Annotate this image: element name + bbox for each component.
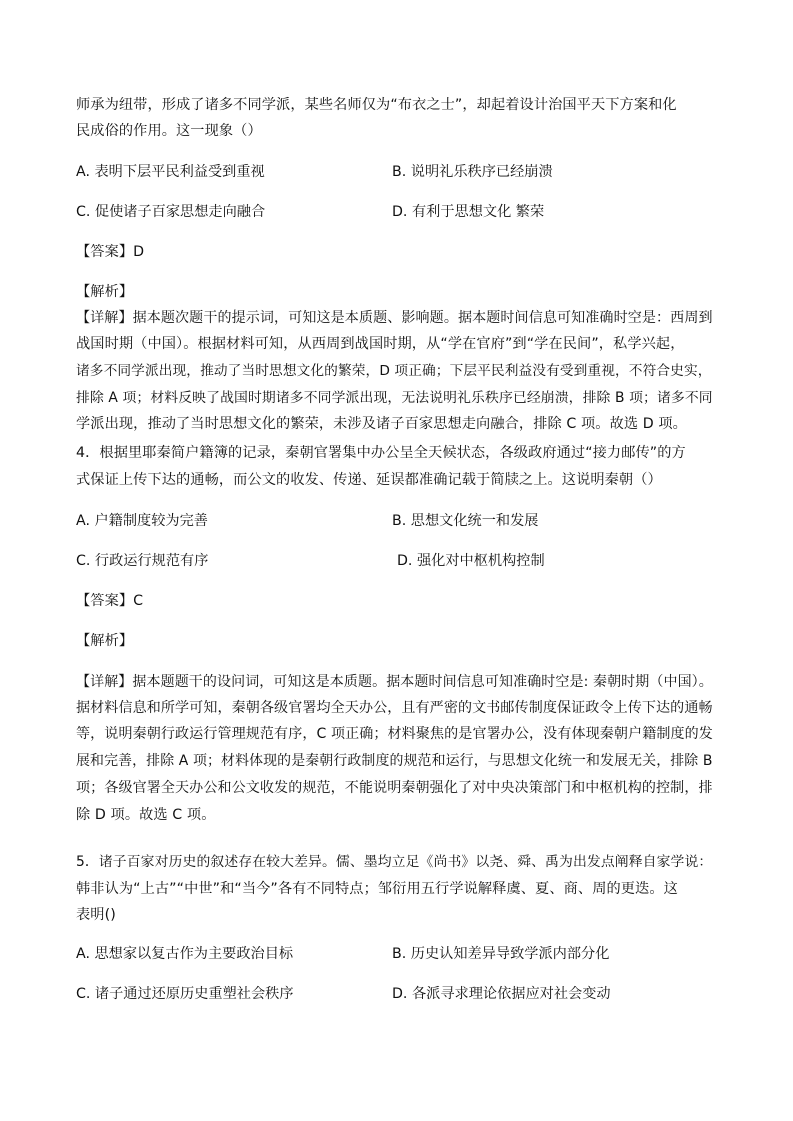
q4-option-d: D. 强化对中枢机构控制 xyxy=(397,553,545,569)
q3-stem-line-2: 民成俗的作用。这一现象（） xyxy=(76,123,262,139)
q4-detail-line-1: 【详解】据本题题干的设问词，可知这是本质题。据本题时间信息可知准确时空是: 秦朝时期（中国）。 xyxy=(76,674,713,690)
q3-detail-line-4: 排除 A 项；材料反映了战国时期诸多不同学派出现，无法说明礼乐秩序已经崩溃，排除 B 项；诸多不同 xyxy=(76,390,713,406)
q4-stem-line-2: 式保证上传下达的通畅，而公文的收发、传递、延误都准确记载于简牍之上。这说明秦朝（） xyxy=(76,472,662,488)
q3-option-c: C. 促使诸子百家思想走向融合 xyxy=(76,204,266,220)
q3-stem-line-1: 师承为纽带，形成了诸多不同学派，某些名师仅为“布衣之士”，却起着设计治国平天下方案和化 xyxy=(76,97,677,113)
q3-analysis-label: 【解析】 xyxy=(76,284,134,300)
q5-option-d: D. 各派寻求理论依据应对社会变动 xyxy=(392,986,611,1002)
q3-detail-line-5: 学派出现，推动了当时思想文化的繁荣，未涉及诸子百家思想走向融合，排除 C 项。故选 D 项。 xyxy=(76,416,687,432)
q5-option-c: C. 诸子通过还原历史重塑社会秩序 xyxy=(76,986,294,1002)
q4-detail-line-5: 项；各级官署全天办公和公文收发的规范，不能说明秦朝强化了对中央决策部门和中枢机构的控制，排 xyxy=(76,780,713,796)
q5-option-a: A. 思想家以复古作为主要政治目标 xyxy=(76,946,294,962)
q4-option-c: C. 行政运行规范有序 xyxy=(76,553,209,569)
q3-option-a: A. 表明下层平民利益受到重视 xyxy=(76,164,265,180)
q3-detail-line-3: 诸多不同学派出现，推动了当时思想文化的繁荣，D 项正确；下层平民利益没有受到重视，不符合史实， xyxy=(76,363,712,379)
q4-detail-line-2: 据材料信息和所学可知，秦朝各级官署均全天办公，且有严密的文书邮传制度保证政令上传下达的通畅 xyxy=(76,700,713,716)
q3-option-b: B. 说明礼乐秩序已经崩溃 xyxy=(392,164,553,180)
q3-detail-line-2: 战国时期（中国）。根据材料可知，从西周到战国时期，从“学在官府”到“学在民间”，私学兴起， xyxy=(76,336,685,352)
q4-stem-line-1: 4．根据里耶秦简户籍簿的记录，秦朝官署集中办公呈全天候状态，各级政府通过“接力邮传”的方 xyxy=(76,445,686,461)
q5-stem-line-2: 韩非认为“上古”“中世”和“当今”各有不同特点；邹衍用五行学说解释虞、夏、商、周的更迭。这 xyxy=(76,881,678,897)
q3-answer: 【答案】D xyxy=(76,244,145,260)
q4-detail-line-4: 展和完善，排除 A 项；材料体现的是秦朝行政制度的规范和运行，与思想文化统一和发展无关，排除 B xyxy=(76,753,713,769)
q4-option-a: A. 户籍制度较为完善 xyxy=(76,513,208,529)
q4-analysis-label: 【解析】 xyxy=(76,633,134,649)
q3-detail-line-1: 【详解】据本题次题干的提示词，可知这是本质题、影响题。据本题时间信息可知准确时空是：西周到 xyxy=(76,310,713,326)
q4-option-b: B. 思想文化统一和发展 xyxy=(392,513,539,529)
q5-stem-line-3: 表明() xyxy=(76,907,116,923)
q5-stem-line-1: 5．诸子百家对历史的叙述存在较大差异。儒、墨均立足《尚书》以尧、舜、禹为出发点阐释自家学说： xyxy=(76,854,713,870)
q4-detail-line-3: 等，说明秦朝行政运行管理规范有序，C 项正确；材料聚焦的是官署办公，没有体现秦朝户籍制度的发 xyxy=(76,726,713,742)
q5-option-b: B. 历史认知差异导致学派内部分化 xyxy=(392,946,610,962)
q4-detail-line-6: 除 D 项。故选 C 项。 xyxy=(76,807,216,823)
q3-option-d: D. 有利于思想文化 繁荣 xyxy=(392,204,545,220)
q4-answer: 【答案】C xyxy=(76,593,144,609)
